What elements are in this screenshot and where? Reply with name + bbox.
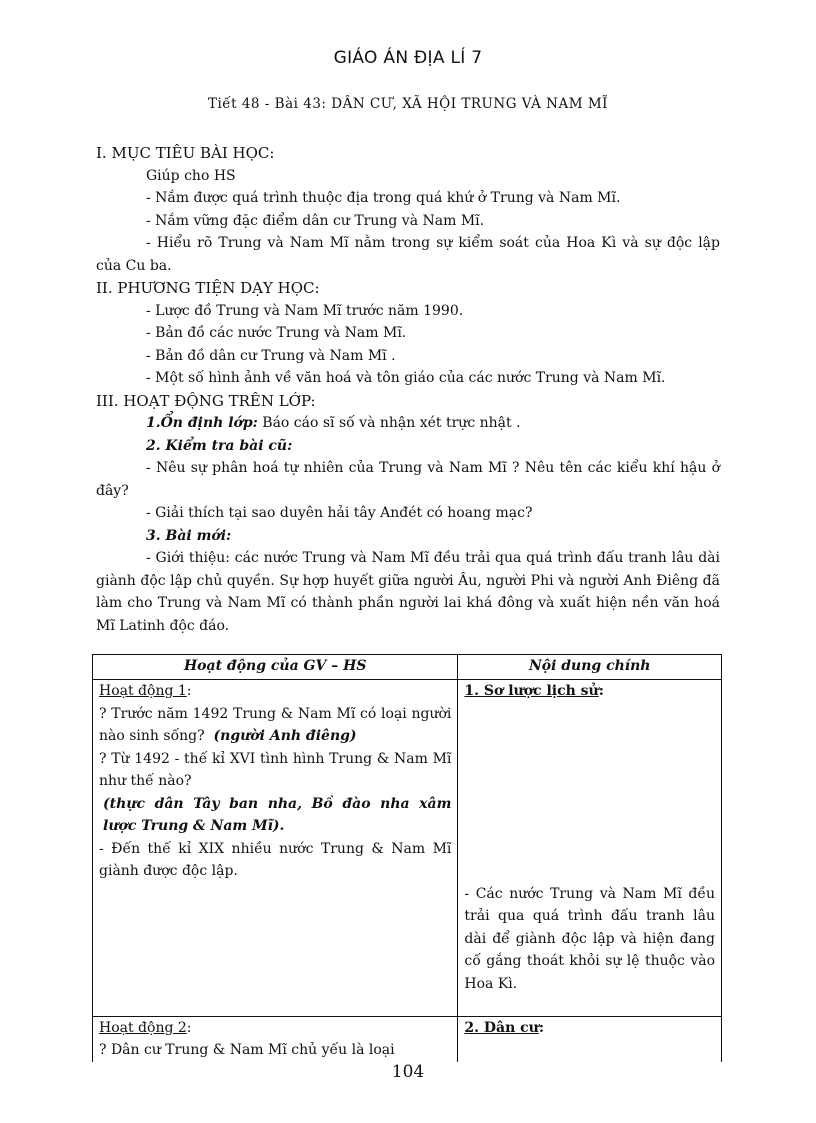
step-1-text: Báo cáo sĩ số và nhận xét trực nhật . [257,415,521,431]
review-question: - Giải thích tại sao duyên hải tây Anđét có hoang mạc? [146,505,533,521]
activities-cell [93,1016,458,1062]
content-1-heading: 1. Sơ lược lịch sử: [464,683,604,699]
step-1-label: 1.Ổn định lớp: [146,415,258,431]
material-item: - Bản đồ dân cư Trung và Nam Mĩ . [146,347,396,364]
question-3: ? Dân cư Trung & Nam Mĩ chủ yếu là loại [99,1042,395,1058]
material-item: - Một số hình ảnh về văn hoá và tôn giáo của các nước Trung và Nam Mĩ. [146,370,666,386]
document-body [96,142,720,637]
table-header-row [93,655,722,680]
content-1-label: 1. Sơ lược lịch sử [464,683,599,699]
section-heading-activities: III. HOẠT ĐỘNG TRÊN LỚP: [96,391,316,410]
step-1 [96,412,720,435]
question-2: ? Từ 1492 - thế kỉ XVI tình hình Trung & Nam Mĩ như thế nào? [99,750,452,789]
content-2-label: 2. Dân cư [464,1019,539,1036]
step-2-label: 2. Kiểm tra bài cũ: [146,437,293,454]
col-activities-header: Hoạt động của GV – HS [93,655,458,680]
objectives-intro: Giúp cho HS [146,167,236,184]
section-heading-materials: II. PHƯƠNG TIỆN DẠY HỌC: [96,279,320,297]
lesson-title: Tiết 48 - Bài 43: DÂN CƯ, XÃ HỘI TRUNG VÀ NAM MĨ [207,96,608,112]
statement-1: - Đến thế kỉ XIX nhiều nước Trung & Nam Mĩ giành được độc lập. [99,840,452,879]
activity-1-label: Hoạt động 1 [99,683,187,699]
content-cell [458,680,722,1017]
lesson-table [92,654,722,1062]
content-2-heading: 2. Dân cư: [464,1019,545,1036]
review-question: - Nêu sự phân hoá tự nhiên của Trung và Nam Mĩ ? Nêu tên các kiểu khí hậu ở đây? [96,460,720,499]
objective-item: - Nắm được quá trình thuộc địa trong quá khứ ở Trung và Nam Mĩ. [146,190,621,206]
content-1-text: - Các nước Trung và Nam Mĩ đều trải qua quá trình đấu tranh lâu dài để giành độc lập và hiện đang cố gắng thoát khỏi sự lệ thuộc vào Hoa Kì. [464,885,715,992]
answer-1: (người Anh điêng) [213,728,357,744]
col-content-header: Nội dung chính [458,655,722,680]
content-cell [458,1016,722,1062]
table-row [93,1016,722,1062]
page-number: 104 [391,1062,425,1082]
activity-2-label: Hoạt động 2 [99,1019,187,1036]
objective-item: - Nắm vững đặc điểm dân cư Trung và Nam Mĩ. [146,212,485,229]
question-1: ? Trước năm 1492 Trung & Nam Mĩ có loại người nào sinh sống? (người Anh điêng) [99,705,452,744]
activity-1-heading: Hoạt động 1: [99,683,192,699]
step-3-text: - Giới thiệu: các nước Trung và Nam Mĩ đều trải qua quá trình đấu tranh lâu dài giành độc lập chủ quyền. Sự hợp huyết giữa người Âu, người Phi và người Anh Điêng đã làm cho Trung và Nam Mĩ có thành phần người lai khá đông và xuất hiện nền văn hoá Mĩ Latinh độc đáo. [96,550,720,634]
step-3-label: 3. Bài mới: [146,527,232,544]
material-item: - Lược đồ Trung và Nam Mĩ trước năm 1990. [146,302,464,319]
activity-2-heading: Hoạt động 2: [99,1019,192,1036]
page-title: GIÁO ÁN ĐỊA LÍ 7 [333,48,483,68]
objective-item: - Hiểu rõ Trung và Nam Mĩ nằm trong sự kiểm soát của Hoa Kì và sự độc lập của Cu ba. [96,235,720,274]
material-item: - Bản đồ các nước Trung và Nam Mĩ. [146,325,407,341]
section-heading-objectives: I. MỤC TIÊU BÀI HỌC: [96,144,275,162]
table-row [93,680,722,1017]
answer-2: (thực dân Tây ban nha, Bồ đào nha xâm lược Trung & Nam Mĩ). [103,795,452,834]
activities-cell [93,680,458,1017]
